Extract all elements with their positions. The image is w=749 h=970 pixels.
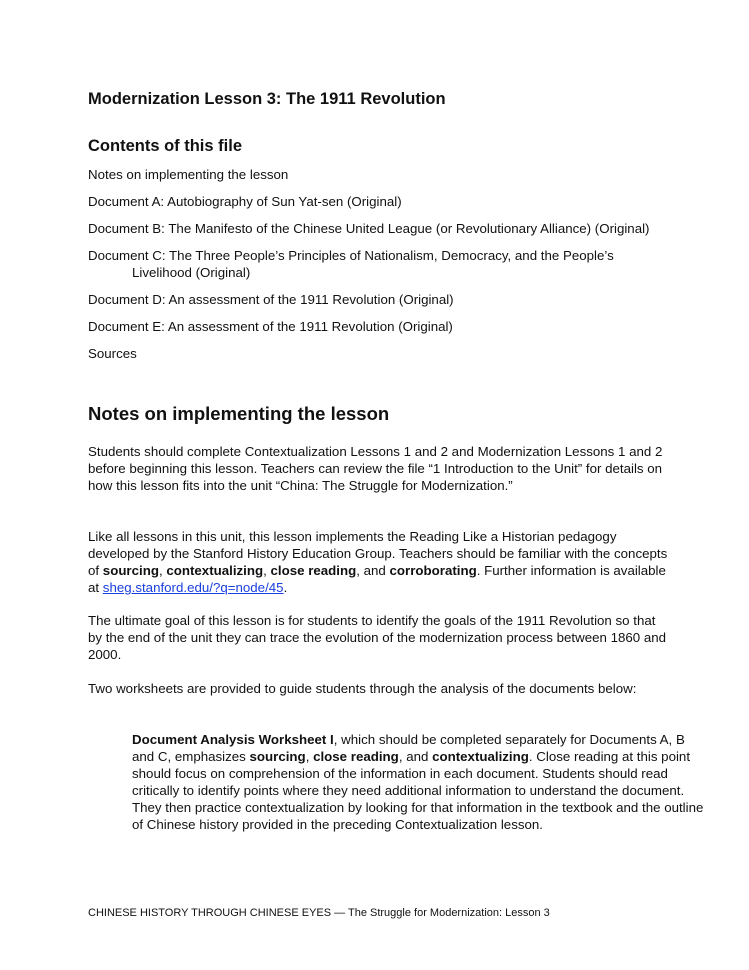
term-close-reading: close reading bbox=[313, 749, 399, 764]
notes-heading: Notes on implementing the lesson bbox=[88, 403, 390, 424]
term-sourcing: sourcing bbox=[249, 749, 306, 764]
contents-item: Document D: An assessment of the 1911 Revolution (Original) bbox=[88, 292, 454, 307]
worksheet-text: , which should be completed separately for Documents A, B and C, emphasizes bbox=[132, 732, 685, 764]
worksheet-tail: . Close reading at this point should focus on comprehension of the information in each document. Students should read critically to identify points where they need additional information to understand the document. They then practice contextualization by looking for that information in the textbook and the outline of Chinese history provided in the preceding Contextualization lesson. bbox=[132, 749, 704, 832]
contents-heading: Contents of this file bbox=[88, 137, 242, 155]
sheg-link[interactable]: sheg.stanford.edu/?q=node/45 bbox=[102, 580, 284, 595]
contents-item: Document B: The Manifesto of the Chinese United League (or Revolutionary Alliance) (Original) bbox=[88, 221, 650, 236]
separator: , bbox=[263, 563, 271, 578]
separator: , bbox=[305, 749, 314, 764]
contents-item: Document A: Autobiography of Sun Yat-sen (Original) bbox=[88, 194, 402, 209]
worksheet-name: Document Analysis Worksheet I bbox=[132, 732, 334, 747]
term-close-reading: close reading bbox=[270, 563, 357, 578]
separator: , bbox=[158, 563, 167, 578]
pedagogy-tail: . Further information is available at bbox=[88, 563, 666, 595]
contents-item: Document E: An assessment of the 1911 Revolution (Original) bbox=[88, 319, 453, 334]
term-contextualizing: contextualizing bbox=[432, 749, 529, 764]
notes-paragraph-worksheets: Two worksheets are provided to guide students through the analysis of the documents below: bbox=[88, 681, 637, 696]
contents-item: Document C: The Three People’s Principles of Nationalism, Democracy, and the People’s Livelihood (Original) bbox=[88, 248, 614, 280]
contents-item: Sources bbox=[88, 346, 137, 361]
pedagogy-text: Like all lessons in this unit, this lesson implements the Reading Like a Historian pedagogy developed by the Stanford History Education Group. Teachers should be familiar with the concepts of bbox=[88, 529, 668, 578]
notes-paragraph-goal: The ultimate goal of this lesson is for students to identify the goals of the 1911 Revolution so that by the end of the unit they can trace the evolution of the modernization process between 1860 and 2000. bbox=[88, 613, 667, 662]
contents-list bbox=[88, 166, 668, 372]
separator: , and bbox=[356, 563, 390, 578]
pedagogy-end: . bbox=[283, 580, 288, 595]
separator: , and bbox=[398, 749, 433, 764]
notes-paragraph-prerequisites: Students should complete Contextualization Lessons 1 and 2 and Modernization Lessons 1 and 2 before beginning this lesson. Teachers can review the file “1 Introduction to the Unit” for details on how this lesson fits into the unit “China: The Struggle for Modernization.” bbox=[88, 444, 663, 493]
page-footer: CHINESE HISTORY THROUGH CHINESE EYES — The Struggle for Modernization: Lesson 3 bbox=[88, 907, 550, 919]
term-corroborating: corroborating bbox=[389, 563, 477, 578]
notes-paragraph-pedagogy bbox=[88, 528, 668, 596]
term-contextualizing: contextualizing bbox=[166, 563, 264, 578]
notes-paragraph-worksheet-one bbox=[132, 731, 707, 833]
lesson-title: Modernization Lesson 3: The 1911 Revolution bbox=[88, 90, 446, 108]
contents-item: Notes on implementing the lesson bbox=[88, 167, 289, 182]
term-sourcing: sourcing bbox=[102, 563, 159, 578]
